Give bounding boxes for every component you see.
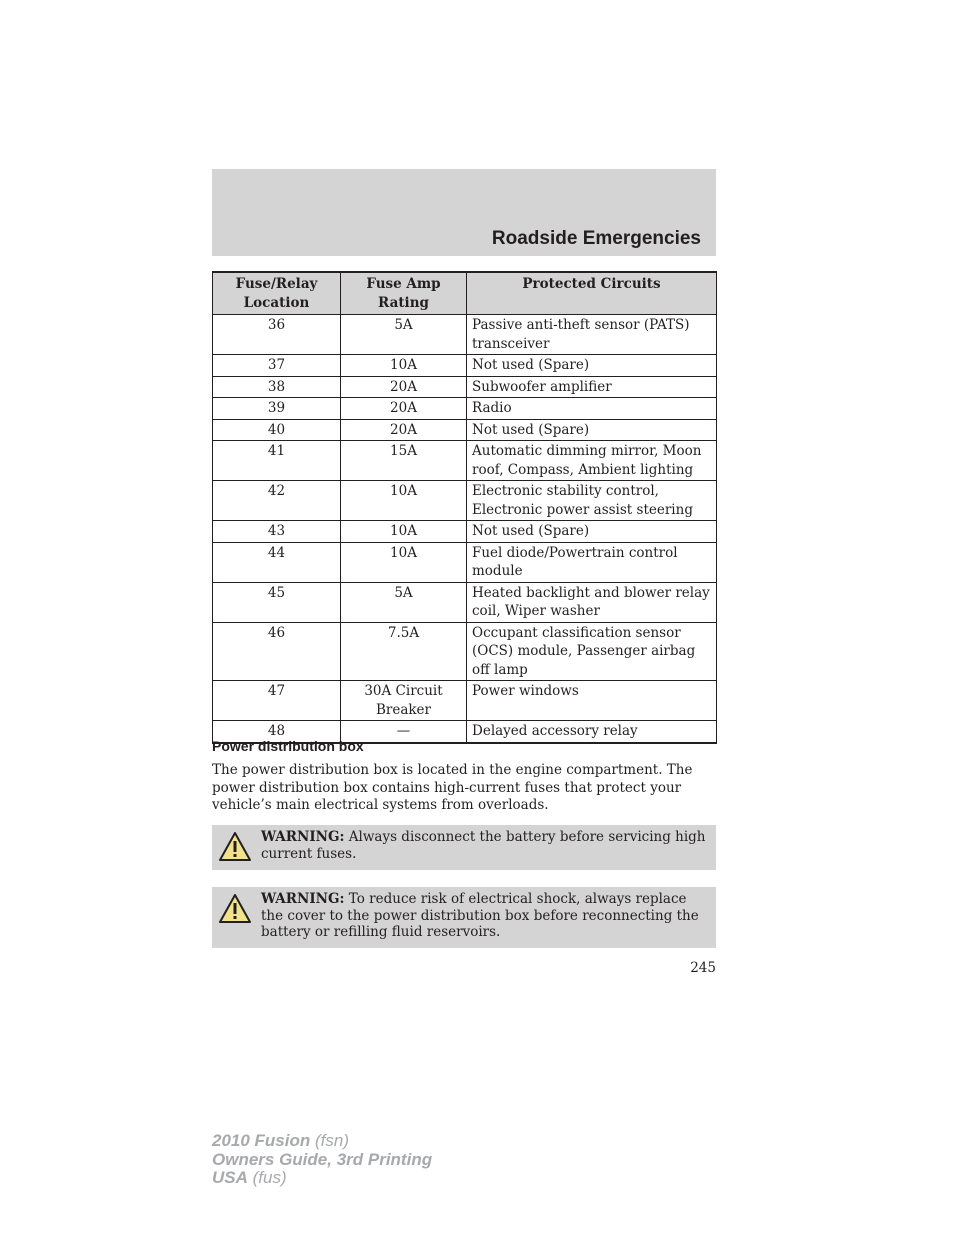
- protected-circuits-cell: Radio: [467, 398, 717, 420]
- warning-triangle-icon: [218, 831, 252, 863]
- fuse-rating-cell: 10A: [341, 481, 467, 521]
- fuse-rating-cell: 5A: [341, 315, 467, 355]
- section-header-band: [212, 169, 716, 256]
- document-footer: [212, 1132, 432, 1188]
- protected-circuits-cell: Power windows: [467, 681, 717, 721]
- table-row: [213, 355, 717, 377]
- fuse-location-cell: 44: [213, 542, 341, 582]
- fuse-rating-cell: 10A: [341, 542, 467, 582]
- fuse-location-cell: 45: [213, 582, 341, 622]
- fuse-rating-cell: 10A: [341, 355, 467, 377]
- footer-market: USA: [212, 1168, 248, 1187]
- protected-circuits-cell: Not used (Spare): [467, 355, 717, 377]
- protected-circuits-cell: Delayed accessory relay: [467, 721, 717, 743]
- warning-box: [212, 825, 716, 870]
- fuse-rating-cell: 15A: [341, 441, 467, 481]
- protected-circuits-cell: Not used (Spare): [467, 419, 717, 441]
- fuse-rating-cell: 20A: [341, 398, 467, 420]
- warning-triangle-icon: [218, 893, 252, 925]
- footer-market-code: (fus): [247, 1168, 287, 1187]
- fuse-location-cell: 47: [213, 681, 341, 721]
- body-paragraph: The power distribution box is located in the engine compartment. The power distribution box contains high-current fuses that protect your vehicle’s main electrical systems from overloads.: [212, 762, 693, 813]
- protected-circuits-cell: Heated backlight and blower relay coil, Wiper washer: [467, 582, 717, 622]
- table-row: [213, 582, 717, 622]
- table-row: [213, 521, 717, 543]
- table-row: [213, 622, 717, 681]
- table-row: [213, 542, 717, 582]
- fuse-location-cell: 37: [213, 355, 341, 377]
- table-header-row: [213, 272, 717, 315]
- warning-text: Always disconnect the battery before servicing high current fuses.: [261, 829, 706, 862]
- table-row: [213, 376, 717, 398]
- table-row: [213, 315, 717, 355]
- subsection-heading: Power distribution box: [212, 738, 364, 754]
- protected-circuits-cell: Automatic dimming mirror, Moon roof, Compass, Ambient lighting: [467, 441, 717, 481]
- column-header: Fuse Amp Rating: [341, 272, 467, 315]
- table-row: [213, 398, 717, 420]
- footer-line-market: [212, 1169, 432, 1188]
- fuse-rating-cell: 20A: [341, 376, 467, 398]
- fuse-location-cell: 41: [213, 441, 341, 481]
- protected-circuits-cell: Subwoofer amplifier: [467, 376, 717, 398]
- table-row: [213, 441, 717, 481]
- warning-label: WARNING:: [261, 829, 345, 845]
- fuse-location-cell: 38: [213, 376, 341, 398]
- protected-circuits-cell: Occupant classification sensor (OCS) module, Passenger airbag off lamp: [467, 622, 717, 681]
- protected-circuits-cell: Passive anti-theft sensor (PATS) transceiver: [467, 315, 717, 355]
- fuse-table: [212, 271, 717, 744]
- fuse-location-cell: 39: [213, 398, 341, 420]
- footer-line-model: [212, 1132, 432, 1151]
- fuse-location-cell: 43: [213, 521, 341, 543]
- fuse-location-cell: 40: [213, 419, 341, 441]
- footer-line-guide: Owners Guide, 3rd Printing: [212, 1149, 433, 1169]
- fuse-rating-cell: —: [341, 721, 467, 743]
- column-header: Fuse/Relay Location: [213, 272, 341, 315]
- fuse-location-cell: 46: [213, 622, 341, 681]
- protected-circuits-cell: Electronic stability control, Electronic power assist steering: [467, 481, 717, 521]
- column-header: Protected Circuits: [467, 272, 717, 315]
- fuse-location-cell: 42: [213, 481, 341, 521]
- warning-text: To reduce risk of electrical shock, always replace the cover to the power distribution box before reconnecting the battery or refilling fluid reservoirs.: [261, 891, 699, 940]
- fuse-rating-cell: [341, 681, 467, 721]
- warning-box: [212, 887, 716, 948]
- warning-label: WARNING:: [261, 891, 345, 907]
- protected-circuits-cell: Fuel diode/Powertrain control module: [467, 542, 717, 582]
- fuse-rating-cell: 5A: [341, 582, 467, 622]
- fuse-rating-text: 30A Circuit Breaker: [364, 683, 443, 718]
- table-row: [213, 681, 717, 721]
- footer-model-code: (fsn): [310, 1131, 349, 1150]
- section-title: Roadside Emergencies: [491, 228, 701, 249]
- table-row: [213, 419, 717, 441]
- table-row: [213, 481, 717, 521]
- fuse-rating-cell: 20A: [341, 419, 467, 441]
- footer-model: 2010 Fusion: [212, 1131, 311, 1150]
- fuse-rating-cell: 7.5A: [341, 622, 467, 681]
- fuse-location-cell: 48: [213, 721, 341, 743]
- fuse-location-cell: 36: [213, 315, 341, 355]
- page-number: 245: [690, 960, 716, 976]
- fuse-rating-cell: 10A: [341, 521, 467, 543]
- protected-circuits-cell: Not used (Spare): [467, 521, 717, 543]
